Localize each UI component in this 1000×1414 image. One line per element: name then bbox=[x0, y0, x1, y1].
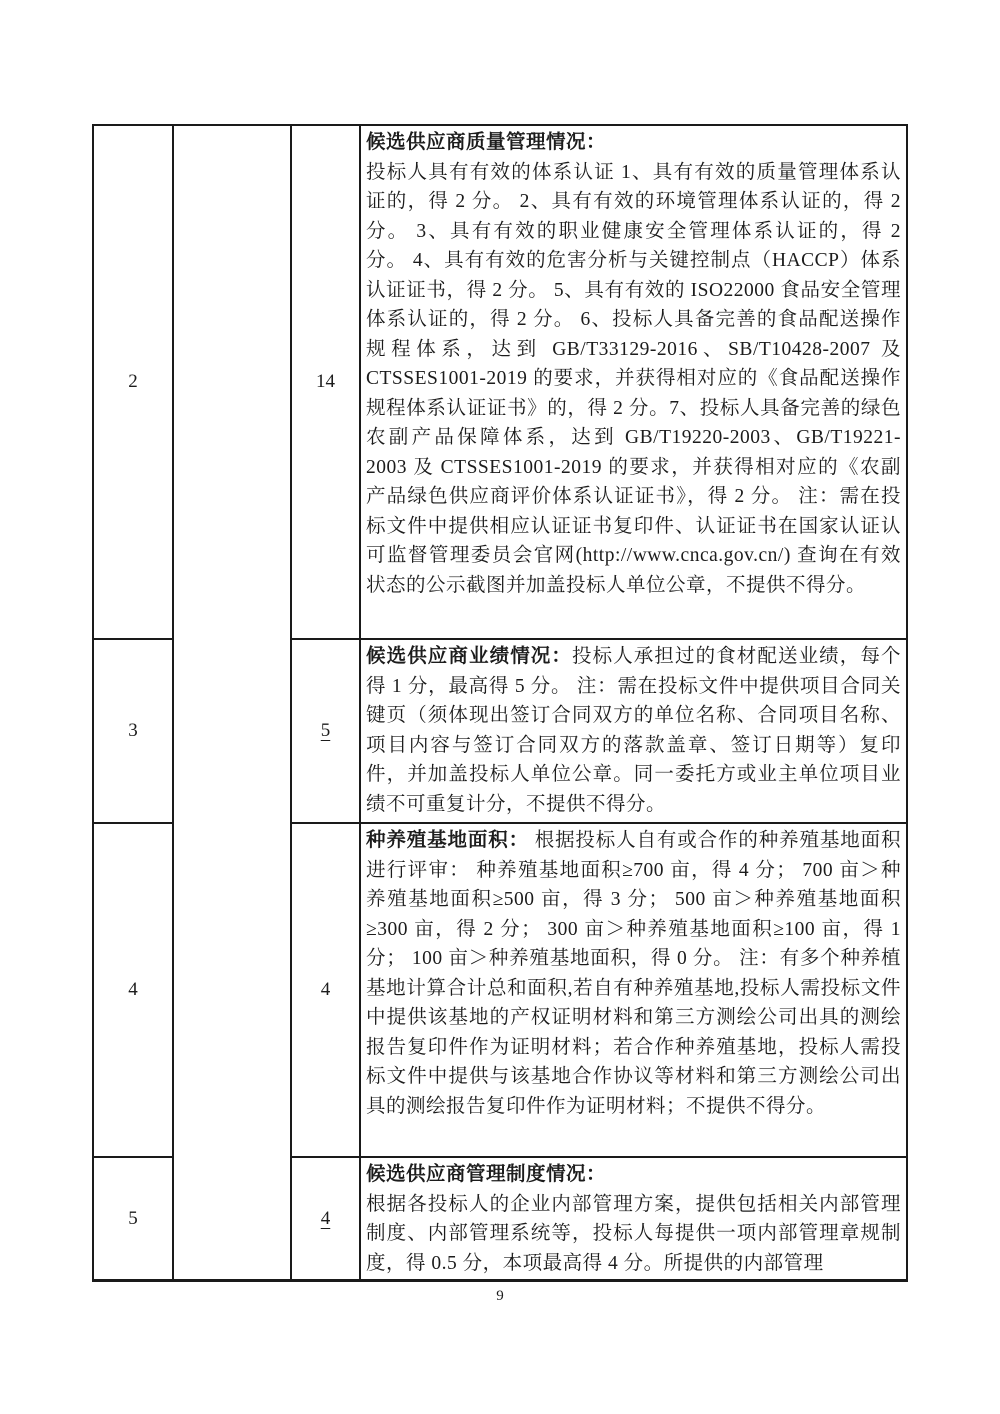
category-merged-cell bbox=[174, 126, 292, 1279]
criteria-cell bbox=[361, 126, 906, 640]
criteria-title: 种养殖基地面积： bbox=[366, 830, 529, 851]
score-cell: 4 bbox=[292, 824, 361, 1158]
criteria-cell bbox=[361, 1158, 906, 1279]
row-number-cell: 2 bbox=[94, 126, 174, 640]
row-number-cell: 4 bbox=[94, 824, 174, 1158]
row-number-cell: 3 bbox=[94, 640, 174, 824]
criteria-body: 根据投标人自有或合作的种养殖基地面积进行评审： 种养殖基地面积≥700 亩，得 4 分； 700 亩＞种养殖基地面积≥500 亩，得 3 分； 500 亩＞种养殖基地面积≥300 亩，得 2 分； 300 亩＞种养殖基地面积≥100 亩，得 1 分； 100 亩＞种养殖基地面积，得 0 分。 注：有多个种养植基地计算合计总和面积,若自有种养殖基地,投标人需投标文件中提供该基地的产权证明材料和第三方测绘公司出具的测绘报告复印件作为证明材料；若合作种养殖基地，投标人需投标文件中提供与该基地合作协议等材料和第三方测绘公司出具的测绘报告复印件作为证明材料；不提供不得分。 bbox=[366, 830, 901, 1117]
criteria-cell bbox=[361, 640, 906, 824]
score-cell: 14 bbox=[292, 126, 361, 640]
page-number: 9 bbox=[496, 1288, 504, 1304]
criteria-title: 候选供应商质量管理情况： bbox=[366, 132, 607, 153]
criteria-body: 投标人具有有效的体系认证 1、具有有效的质量管理体系认证的，得 2 分。 2、具有有效的环境管理体系认证的，得 2 分。 3、具有有效的职业健康安全管理体系认证的，得 2 分。 4、具有有效的危害分析与关键控制点（HACCP）体系认证证书，得 2 分。 5、具有有效的 ISO22000 食品安全管理体系认证的，得 2 分。 6、投标人具备完善的食品配送操作规程体系，达到 GB/T33129-2016、SB/T10428-2007 及 CTSSES1001-2019 的要求，并获得相对应的《食品配送操作规程体系认证证书》的，得 2 分。7、投标人具备完善的绿色农副产品保障体系，达到 GB/T19220-2003、GB/T19221-2003 及 CTSSES1001-2019 的要求，并获得相对应的《农副产品绿色供应商评价体系认证证书》，得 2 分。 注：需在投标文件中提供相应认证证书复印件、认证证书在国家认证认可监督管理委员会官网(http://www.cnca.gov.cn/) 查询在有效状态的公示截图并加盖投标人单位公章，不提供不得分。 bbox=[366, 161, 901, 596]
score-cell: 4 bbox=[292, 1158, 361, 1279]
score-cell: 5 bbox=[292, 640, 361, 824]
criteria-body: 投标人承担过的食材配送业绩，每个得 1 分，最高得 5 分。 注：需在投标文件中提供项目合同关键页（须体现出签订合同双方的单位名称、合同项目名称、项目内容与签订合同双方的落款盖章、签订日期等）复印件，并加盖投标人单位公章。同一委托方或业主单位项目业绩不可重复计分，不提供不得分。 bbox=[366, 646, 901, 815]
criteria-cell bbox=[361, 824, 906, 1158]
evaluation-criteria-table bbox=[92, 124, 908, 1282]
criteria-title: 候选供应商业绩情况： bbox=[366, 646, 572, 667]
criteria-body: 根据各投标人的企业内部管理方案，提供包括相关内部管理制度、内部管理系统等，投标人每提供一项内部管理章规制度，得 0.5 分，本项最高得 4 分。所提供的内部管理 bbox=[366, 1193, 901, 1274]
criteria-title: 候选供应商管理制度情况： bbox=[366, 1164, 607, 1185]
row-number-cell: 5 bbox=[94, 1158, 174, 1279]
